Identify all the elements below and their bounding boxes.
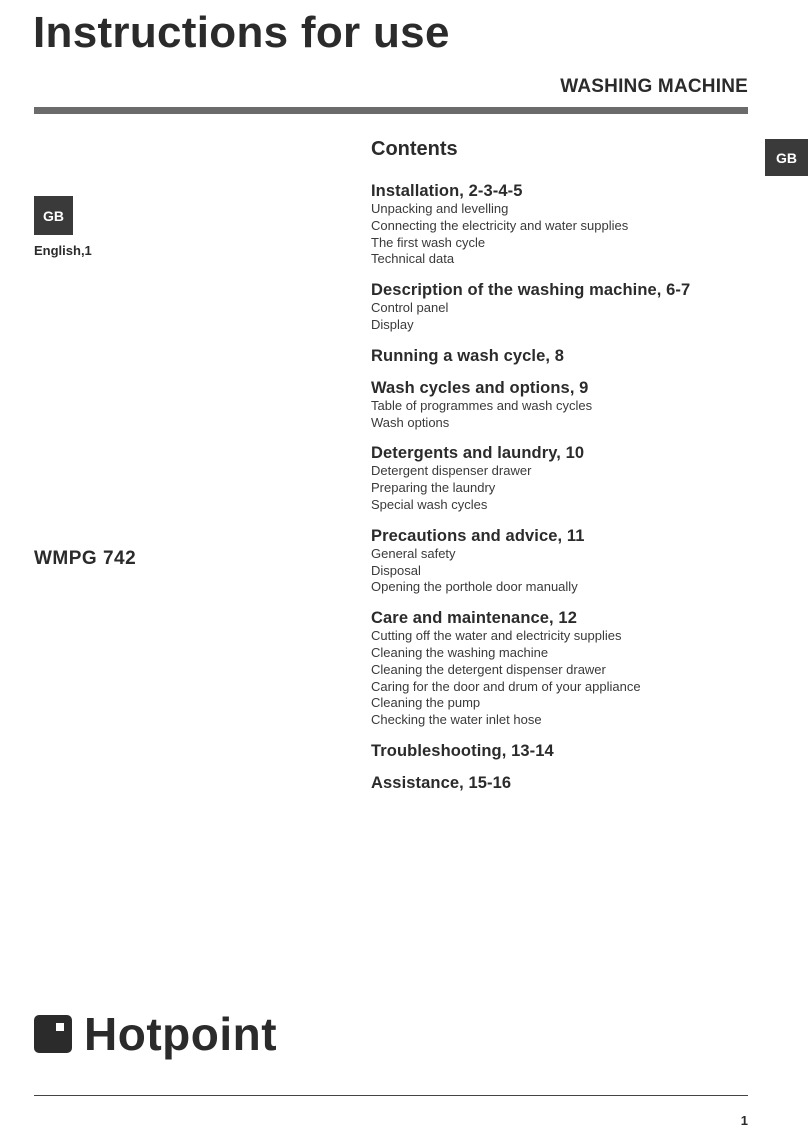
toc-subitem: Checking the water inlet hose xyxy=(371,712,542,728)
toc-section-title: Troubleshooting, 13-14 xyxy=(371,741,554,760)
toc-section-title: Care and maintenance, 12 xyxy=(371,609,577,628)
toc-subitem: Cleaning the detergent dispenser drawer xyxy=(371,661,606,677)
toc-subitem: Control panel xyxy=(371,300,449,316)
toc-subitem: Unpacking and levelling xyxy=(371,201,509,216)
toc-sections xyxy=(371,181,751,793)
toc-section-title: Description of the washing machine, 6-7 xyxy=(371,281,691,300)
toc-section-title: Assistance, 15-16 xyxy=(371,773,512,792)
toc-section-title: Detergents and laundry, 10 xyxy=(371,444,585,463)
toc-section-title: Installation, 2-3-4-5 xyxy=(371,182,523,200)
toc-subitem: Disposal xyxy=(371,562,421,578)
toc-subitem: Preparing the laundry xyxy=(371,480,496,496)
toc-section xyxy=(371,526,751,596)
page-number: 1 xyxy=(740,1113,748,1128)
product-type: WASHING MACHINE xyxy=(560,76,748,97)
toc-subitem: Display xyxy=(371,316,414,332)
toc-section-title: Wash cycles and options, 9 xyxy=(371,378,589,397)
toc-subitem: Cutting off the water and electricity supplies xyxy=(371,628,622,644)
toc-subitem: Technical data xyxy=(371,251,455,267)
language-label: English,1 xyxy=(34,243,92,258)
header-divider xyxy=(34,107,748,114)
toc-section-title: Precautions and advice, 11 xyxy=(371,526,585,545)
toc-section xyxy=(371,608,751,729)
toc-section xyxy=(371,773,751,793)
toc-subitem: Opening the porthole door manually xyxy=(371,579,578,595)
model-number: WMPG 742 xyxy=(34,548,137,569)
document-title: Instructions for use xyxy=(33,8,450,57)
toc-subitem: Cleaning the pump xyxy=(371,695,481,711)
toc-subitem: The first wash cycle xyxy=(371,234,486,250)
brand-name: Hotpoint xyxy=(84,1008,278,1060)
toc-section-title: Running a wash cycle, 8 xyxy=(371,346,565,365)
toc-subitem: Cleaning the washing machine xyxy=(371,644,549,660)
language-edge-tab: GB xyxy=(765,139,808,176)
footer-divider xyxy=(34,1095,748,1096)
toc-subitem: Connecting the electricity and water supplies xyxy=(371,217,629,233)
table-of-contents xyxy=(371,137,751,805)
toc-section xyxy=(371,741,751,761)
toc-subitem: General safety xyxy=(371,545,456,561)
brand-logo xyxy=(34,1008,278,1060)
toc-section xyxy=(371,443,751,513)
toc-subitem: Wash options xyxy=(371,414,450,430)
toc-section xyxy=(371,378,751,432)
toc-section xyxy=(371,346,751,366)
contents-heading: Contents xyxy=(371,138,458,160)
toc-subitem: Caring for the door and drum of your appliance xyxy=(371,678,641,694)
toc-section xyxy=(371,280,751,334)
toc-subitem: Special wash cycles xyxy=(371,496,488,512)
language-badge: GB xyxy=(34,196,73,235)
toc-subitem: Table of programmes and wash cycles xyxy=(371,397,593,413)
toc-subitem: Detergent dispenser drawer xyxy=(371,463,532,479)
toc-section xyxy=(371,181,751,268)
hotpoint-logo-icon xyxy=(34,1015,72,1053)
